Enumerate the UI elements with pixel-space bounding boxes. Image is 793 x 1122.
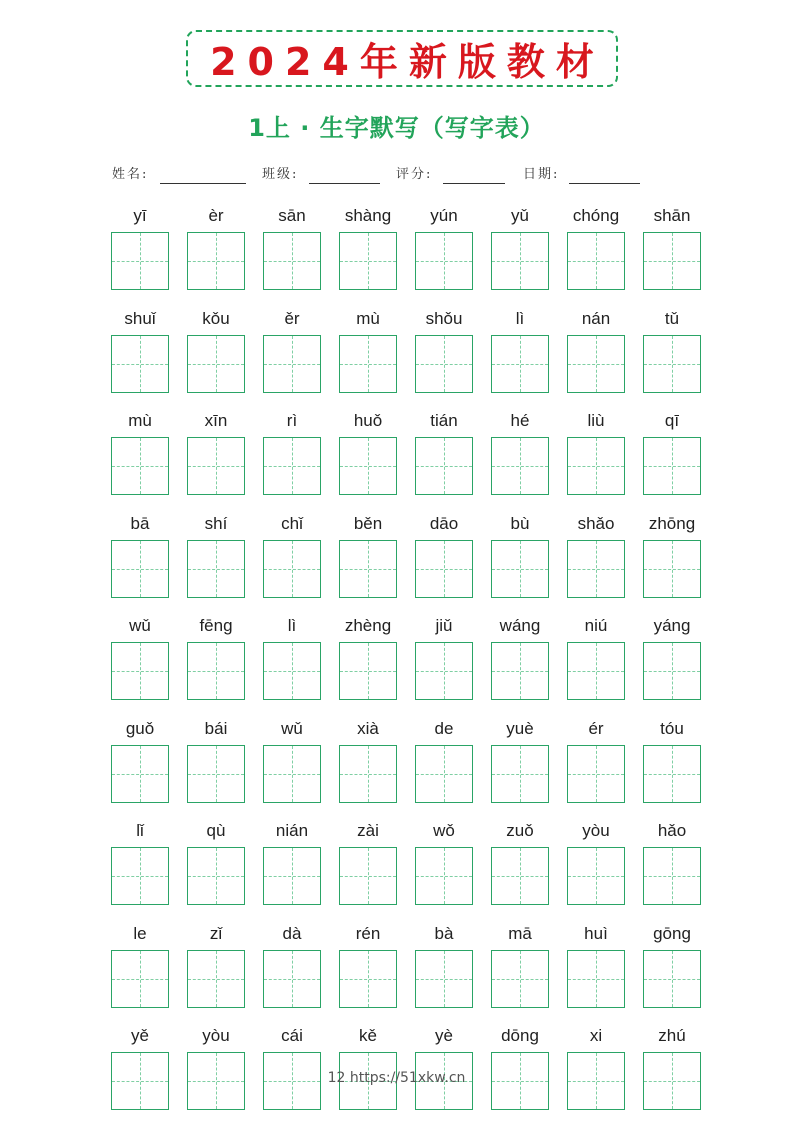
guide-line-vertical bbox=[444, 233, 445, 289]
guide-line-vertical bbox=[444, 848, 445, 904]
tianzige-writing-box[interactable] bbox=[339, 335, 397, 393]
tianzige-writing-box[interactable] bbox=[415, 745, 473, 803]
pinyin-label: lì bbox=[287, 616, 297, 635]
pinyin-label: wǔ bbox=[281, 719, 303, 738]
guide-line-vertical bbox=[520, 438, 521, 494]
guide-line-vertical bbox=[520, 233, 521, 289]
guide-line-vertical bbox=[368, 951, 369, 1007]
pinyin-label: shǎo bbox=[577, 514, 615, 533]
tianzige-writing-box[interactable] bbox=[491, 335, 549, 393]
pinyin-label: hé bbox=[510, 411, 530, 430]
pinyin-label: ér bbox=[588, 719, 604, 738]
guide-line-vertical bbox=[216, 336, 217, 392]
tianzige-writing-box[interactable] bbox=[339, 950, 397, 1008]
pinyin-label: yuè bbox=[506, 719, 534, 738]
tianzige-writing-box[interactable] bbox=[643, 950, 701, 1008]
tianzige-writing-box[interactable] bbox=[263, 950, 321, 1008]
tianzige-writing-box[interactable] bbox=[263, 642, 321, 700]
tianzige-writing-box[interactable] bbox=[339, 642, 397, 700]
pinyin-label: tóu bbox=[660, 719, 684, 738]
tianzige-writing-box[interactable] bbox=[567, 950, 625, 1008]
pinyin-label: mù bbox=[128, 411, 152, 430]
tianzige-writing-box[interactable] bbox=[111, 745, 169, 803]
pinyin-label: nián bbox=[275, 821, 309, 840]
guide-line-vertical bbox=[292, 848, 293, 904]
guide-line-vertical bbox=[444, 438, 445, 494]
tianzige-writing-box[interactable] bbox=[339, 540, 397, 598]
guide-line-vertical bbox=[216, 951, 217, 1007]
pinyin-label: wǒ bbox=[433, 821, 455, 840]
pinyin-label: shàng bbox=[344, 206, 392, 225]
tianzige-writing-box[interactable] bbox=[643, 745, 701, 803]
tianzige-writing-box[interactable] bbox=[339, 745, 397, 803]
tianzige-writing-box[interactable] bbox=[415, 540, 473, 598]
class-label: 班级: bbox=[262, 167, 299, 182]
guide-line-vertical bbox=[292, 746, 293, 802]
tianzige-writing-box[interactable] bbox=[643, 847, 701, 905]
guide-line-vertical bbox=[292, 336, 293, 392]
pinyin-label: dà bbox=[282, 924, 302, 943]
guide-line-vertical bbox=[140, 336, 141, 392]
tianzige-writing-box[interactable] bbox=[263, 745, 321, 803]
score-label: 评分: bbox=[396, 167, 433, 182]
guide-line-vertical bbox=[140, 951, 141, 1007]
pinyin-label: chóng bbox=[572, 206, 620, 225]
guide-line-vertical bbox=[444, 951, 445, 1007]
pinyin-label: shān bbox=[653, 206, 691, 225]
pinyin-label: liù bbox=[587, 411, 605, 430]
date-label: 日期: bbox=[523, 167, 560, 182]
guide-line-vertical bbox=[292, 951, 293, 1007]
guide-line-vertical bbox=[216, 438, 217, 494]
pinyin-label: xi bbox=[589, 1026, 603, 1045]
guide-line-vertical bbox=[672, 438, 673, 494]
tianzige-writing-box[interactable] bbox=[187, 642, 245, 700]
tianzige-writing-box[interactable] bbox=[567, 642, 625, 700]
tianzige-writing-box[interactable] bbox=[643, 642, 701, 700]
tianzige-writing-box[interactable] bbox=[491, 642, 549, 700]
pinyin-label: de bbox=[434, 719, 454, 738]
pinyin-label: jiǔ bbox=[435, 616, 453, 635]
guide-line-vertical bbox=[216, 643, 217, 699]
pinyin-label: zhèng bbox=[344, 616, 392, 635]
tianzige-writing-box[interactable] bbox=[643, 335, 701, 393]
pinyin-label: bà bbox=[434, 924, 454, 943]
pinyin-label: huǒ bbox=[353, 411, 383, 430]
pinyin-label: shǒu bbox=[425, 309, 463, 328]
guide-line-vertical bbox=[672, 643, 673, 699]
tianzige-writing-box[interactable] bbox=[111, 335, 169, 393]
tianzige-writing-box[interactable] bbox=[415, 950, 473, 1008]
tianzige-writing-box[interactable] bbox=[567, 232, 625, 290]
name-label: 姓名: bbox=[112, 167, 149, 182]
pinyin-label: ěr bbox=[284, 309, 300, 328]
guide-line-vertical bbox=[520, 541, 521, 597]
guide-line-vertical bbox=[140, 233, 141, 289]
guide-line-vertical bbox=[368, 541, 369, 597]
guide-line-vertical bbox=[596, 643, 597, 699]
tianzige-writing-box[interactable] bbox=[111, 642, 169, 700]
pinyin-label: yòu bbox=[582, 821, 610, 840]
pinyin-label: bā bbox=[130, 514, 150, 533]
tianzige-writing-box[interactable] bbox=[567, 745, 625, 803]
tianzige-writing-box[interactable] bbox=[415, 437, 473, 495]
pinyin-label: gōng bbox=[653, 924, 691, 943]
pinyin-label: niú bbox=[584, 616, 608, 635]
guide-line-vertical bbox=[596, 848, 597, 904]
guide-line-vertical bbox=[596, 233, 597, 289]
pinyin-label: zhú bbox=[658, 1026, 686, 1045]
worksheet-subtitle: 1上 · 生字默写（写字表） bbox=[248, 114, 545, 142]
pinyin-label: le bbox=[133, 924, 147, 943]
pinyin-label: tǔ bbox=[664, 309, 680, 328]
guide-line-vertical bbox=[672, 848, 673, 904]
pinyin-label: lǐ bbox=[136, 821, 144, 840]
guide-line-vertical bbox=[140, 438, 141, 494]
tianzige-writing-box[interactable] bbox=[263, 847, 321, 905]
tianzige-writing-box[interactable] bbox=[491, 745, 549, 803]
guide-line-vertical bbox=[520, 643, 521, 699]
guide-line-vertical bbox=[368, 438, 369, 494]
tianzige-writing-box[interactable] bbox=[567, 847, 625, 905]
pinyin-label: rén bbox=[355, 924, 381, 943]
tianzige-writing-box[interactable] bbox=[339, 232, 397, 290]
guide-line-vertical bbox=[140, 746, 141, 802]
pinyin-label: zài bbox=[357, 821, 379, 840]
guide-line-vertical bbox=[292, 643, 293, 699]
pinyin-label: yī bbox=[133, 206, 147, 225]
pinyin-label: wáng bbox=[499, 616, 541, 635]
pinyin-label: hǎo bbox=[657, 821, 687, 840]
tianzige-writing-box[interactable] bbox=[643, 437, 701, 495]
pinyin-label: sān bbox=[278, 206, 306, 225]
tianzige-writing-box[interactable] bbox=[339, 847, 397, 905]
tianzige-writing-box[interactable] bbox=[263, 437, 321, 495]
pinyin-label: qù bbox=[206, 821, 226, 840]
guide-line-vertical bbox=[140, 848, 141, 904]
pinyin-label: yáng bbox=[653, 616, 691, 635]
tianzige-writing-box[interactable] bbox=[567, 335, 625, 393]
tianzige-writing-box[interactable] bbox=[187, 745, 245, 803]
guide-line-vertical bbox=[520, 336, 521, 392]
tianzige-writing-box[interactable] bbox=[491, 437, 549, 495]
pinyin-label: yè bbox=[435, 1026, 453, 1045]
guide-line-vertical bbox=[444, 746, 445, 802]
guide-line-vertical bbox=[140, 541, 141, 597]
tianzige-writing-box[interactable] bbox=[415, 232, 473, 290]
tianzige-writing-box[interactable] bbox=[111, 437, 169, 495]
tianzige-writing-box[interactable] bbox=[263, 540, 321, 598]
pinyin-label: zuǒ bbox=[506, 821, 534, 840]
tianzige-writing-box[interactable] bbox=[643, 232, 701, 290]
guide-line-vertical bbox=[672, 336, 673, 392]
tianzige-writing-box[interactable] bbox=[187, 335, 245, 393]
tianzige-writing-box[interactable] bbox=[491, 950, 549, 1008]
tianzige-writing-box[interactable] bbox=[567, 437, 625, 495]
tianzige-writing-box[interactable] bbox=[415, 335, 473, 393]
guide-line-vertical bbox=[368, 233, 369, 289]
guide-line-vertical bbox=[444, 643, 445, 699]
guide-line-vertical bbox=[596, 336, 597, 392]
tianzige-writing-box[interactable] bbox=[187, 232, 245, 290]
guide-line-vertical bbox=[596, 438, 597, 494]
pinyin-label: xià bbox=[357, 719, 379, 738]
pinyin-label: shuǐ bbox=[124, 309, 156, 328]
tianzige-writing-box[interactable] bbox=[415, 847, 473, 905]
tianzige-writing-box[interactable] bbox=[187, 847, 245, 905]
guide-line-vertical bbox=[520, 746, 521, 802]
pinyin-label: běn bbox=[353, 514, 383, 533]
pinyin-label: tián bbox=[430, 411, 458, 430]
tianzige-writing-box[interactable] bbox=[187, 540, 245, 598]
guide-line-vertical bbox=[292, 541, 293, 597]
guide-line-vertical bbox=[368, 643, 369, 699]
pinyin-label: bái bbox=[204, 719, 228, 738]
guide-line-vertical bbox=[216, 541, 217, 597]
pinyin-label: yòu bbox=[202, 1026, 230, 1045]
guide-line-vertical bbox=[596, 541, 597, 597]
guide-line-vertical bbox=[292, 438, 293, 494]
pinyin-label: kǒu bbox=[202, 309, 230, 328]
guide-line-vertical bbox=[140, 643, 141, 699]
tianzige-writing-box[interactable] bbox=[491, 540, 549, 598]
tianzige-writing-box[interactable] bbox=[491, 232, 549, 290]
pinyin-label: dōng bbox=[501, 1026, 539, 1045]
pinyin-label: zhōng bbox=[648, 514, 696, 533]
pinyin-label: rì bbox=[286, 411, 298, 430]
tianzige-writing-box[interactable] bbox=[339, 437, 397, 495]
pinyin-label: chǐ bbox=[281, 514, 303, 533]
pinyin-label: nán bbox=[581, 309, 611, 328]
guide-line-vertical bbox=[520, 951, 521, 1007]
tianzige-writing-box[interactable] bbox=[415, 642, 473, 700]
tianzige-writing-box[interactable] bbox=[263, 335, 321, 393]
guide-line-vertical bbox=[444, 541, 445, 597]
tianzige-writing-box[interactable] bbox=[187, 950, 245, 1008]
guide-line-vertical bbox=[368, 848, 369, 904]
pinyin-label: lì bbox=[515, 309, 525, 328]
guide-line-vertical bbox=[368, 746, 369, 802]
pinyin-label: yě bbox=[131, 1026, 149, 1045]
tianzige-writing-box[interactable] bbox=[263, 232, 321, 290]
pinyin-label: cái bbox=[281, 1026, 303, 1045]
guide-line-vertical bbox=[444, 336, 445, 392]
tianzige-writing-box[interactable] bbox=[567, 540, 625, 598]
pinyin-label: shí bbox=[204, 514, 228, 533]
pinyin-label: qī bbox=[664, 411, 680, 430]
pinyin-label: guǒ bbox=[125, 719, 155, 738]
pinyin-label: fēng bbox=[199, 616, 233, 635]
guide-line-vertical bbox=[596, 746, 597, 802]
pinyin-label: yún bbox=[430, 206, 458, 225]
page-footer: 12 https://51xkw.cn bbox=[327, 1070, 466, 1086]
guide-line-vertical bbox=[368, 336, 369, 392]
guide-line-vertical bbox=[216, 746, 217, 802]
pinyin-label: xīn bbox=[204, 411, 228, 430]
tianzige-writing-box[interactable] bbox=[111, 232, 169, 290]
pinyin-label: mā bbox=[508, 924, 532, 943]
guide-line-vertical bbox=[292, 233, 293, 289]
guide-line-vertical bbox=[672, 746, 673, 802]
tianzige-writing-box[interactable] bbox=[491, 847, 549, 905]
banner-title: 2024年新版教材 bbox=[210, 40, 605, 84]
guide-line-vertical bbox=[596, 951, 597, 1007]
guide-line-vertical bbox=[216, 233, 217, 289]
pinyin-label: dāo bbox=[429, 514, 459, 533]
pinyin-label: huì bbox=[584, 924, 608, 943]
pinyin-label: wǔ bbox=[129, 616, 151, 635]
tianzige-writing-box[interactable] bbox=[111, 847, 169, 905]
pinyin-label: yǔ bbox=[511, 206, 529, 225]
pinyin-label: kě bbox=[359, 1026, 377, 1045]
guide-line-vertical bbox=[520, 848, 521, 904]
guide-line-vertical bbox=[216, 848, 217, 904]
tianzige-writing-box[interactable] bbox=[111, 540, 169, 598]
tianzige-writing-box[interactable] bbox=[643, 540, 701, 598]
pinyin-label: zǐ bbox=[209, 924, 223, 943]
guide-line-vertical bbox=[672, 541, 673, 597]
pinyin-label: èr bbox=[208, 206, 224, 225]
guide-line-vertical bbox=[672, 233, 673, 289]
pinyin-label: mù bbox=[356, 309, 380, 328]
tianzige-writing-box[interactable] bbox=[187, 437, 245, 495]
guide-line-vertical bbox=[672, 951, 673, 1007]
tianzige-writing-box[interactable] bbox=[111, 950, 169, 1008]
pinyin-label: bù bbox=[510, 514, 530, 533]
